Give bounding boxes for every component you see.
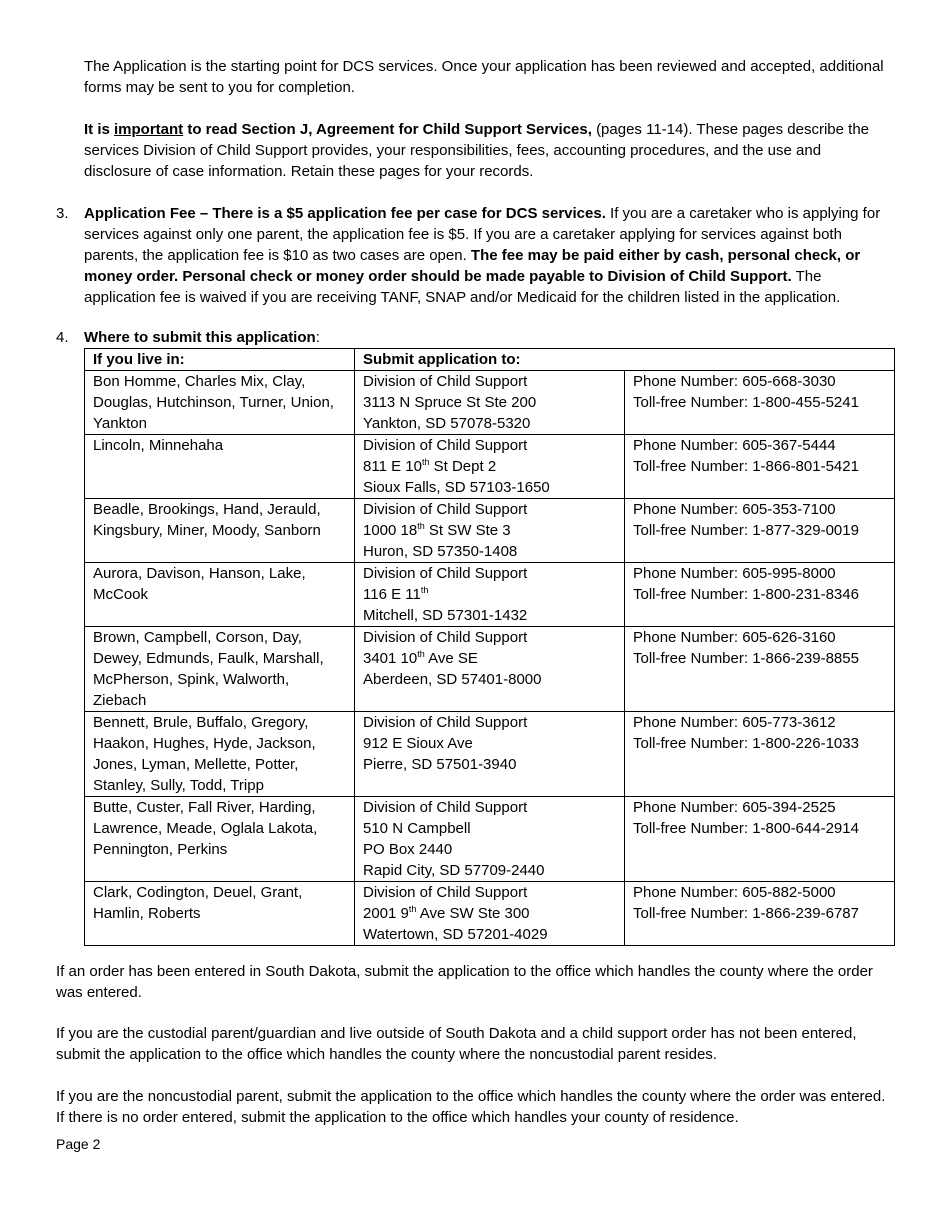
fee-bold-heading: Application Fee – There is a $5 application fee per case for DCS services. xyxy=(84,205,606,222)
office-name: Division of Child Support xyxy=(363,373,528,390)
header-county: If you live in: xyxy=(85,349,355,371)
street-ordinal: th xyxy=(417,521,425,531)
city-state-zip: Huron, SD 57350-1408 xyxy=(363,543,518,560)
phone-number: Phone Number: 605-995-8000 xyxy=(633,565,836,582)
street-post: Ave SE xyxy=(424,650,478,667)
phone-number: Phone Number: 605-394-2525 xyxy=(633,799,836,816)
intro-paragraph: The Application is the starting point for DCS services. Once your application has been reviewed and accepted, additional forms may be sent to you for completion. xyxy=(84,58,884,96)
table-row xyxy=(85,882,895,946)
county-line: Beadle, Brookings, Hand, Jerauld, xyxy=(93,501,321,518)
city-state-zip: Watertown, SD 57201-4029 xyxy=(363,926,548,943)
table-row xyxy=(85,563,895,627)
phone-number: Phone Number: 605-367-5444 xyxy=(633,437,836,454)
street-post: St Dept 2 xyxy=(429,458,497,475)
county-line: Butte, Custer, Fall River, Harding, xyxy=(93,799,316,816)
street-ordinal: th xyxy=(417,649,425,659)
county-cell xyxy=(85,435,355,499)
county-line: Ziebach xyxy=(93,692,147,709)
phone-cell xyxy=(625,627,895,712)
phone-cell xyxy=(625,712,895,797)
street-pre: 1000 18 xyxy=(363,522,418,539)
application-fee-paragraph xyxy=(84,203,884,308)
phone-number: Phone Number: 605-668-3030 xyxy=(633,373,836,390)
street-pre: 811 E 10 xyxy=(363,458,422,475)
phone-number: Phone Number: 605-626-3160 xyxy=(633,629,836,646)
phone-cell xyxy=(625,797,895,882)
county-line: Jones, Lyman, Mellette, Potter, xyxy=(93,756,299,773)
county-line: Bennett, Brule, Buffalo, Gregory, xyxy=(93,714,309,731)
office-name: Division of Child Support xyxy=(363,799,528,816)
county-line: Hamlin, Roberts xyxy=(93,905,201,922)
county-line: Lawrence, Meade, Oglala Lakota, xyxy=(93,820,318,837)
address-cell xyxy=(355,563,625,627)
county-cell xyxy=(85,499,355,563)
address-cell xyxy=(355,882,625,946)
street-address: 3113 N Spruce St Ste 200 xyxy=(363,394,537,411)
address-cell xyxy=(355,499,625,563)
table-row xyxy=(85,627,895,712)
phone-number: Phone Number: 605-773-3612 xyxy=(633,714,836,731)
important-underlined: important xyxy=(114,121,184,138)
table-row xyxy=(85,435,895,499)
county-line: Brown, Campbell, Corson, Day, xyxy=(93,629,302,646)
fee-waiver-text: The application fee is waived if you are receiving TANF, SNAP and/or Medicaid for the children listed in the application. xyxy=(84,268,841,306)
street-post: Ave SW Ste 300 xyxy=(416,905,530,922)
tollfree-number: Toll-free Number: 1-800-231-8346 xyxy=(633,586,859,603)
city-state-zip: Yankton, SD 57078-5320 xyxy=(363,415,531,432)
county-line: McCook xyxy=(93,586,149,603)
noncustodial-parent-paragraph: If you are the noncustodial parent, submit the application to the office which handles the county where the order was entered. If there is no order entered, submit the application to the office which handles your county of residence. xyxy=(56,1088,886,1126)
street-ordinal: th xyxy=(421,457,430,467)
street-address: 912 E Sioux Ave xyxy=(363,735,473,752)
county-line: Bon Homme, Charles Mix, Clay, xyxy=(93,373,306,390)
office-name: Division of Child Support xyxy=(363,501,528,518)
po-box: PO Box 2440 xyxy=(363,841,453,858)
section-j-bold-title: to read Section J, Agreement for Child Support Services, xyxy=(187,121,592,138)
county-cell xyxy=(85,712,355,797)
item-3-number: 3. xyxy=(56,205,69,222)
table-row xyxy=(85,371,895,435)
county-line: Yankton xyxy=(93,415,147,432)
street-address xyxy=(363,584,617,605)
city-state-zip: Rapid City, SD 57709-2440 xyxy=(363,862,545,879)
phone-cell xyxy=(625,435,895,499)
fee-explanation: If you are a caretaker who is applying for services against only one parent, the application fee is $5. If you are a caretaker applying for services against both parents, the application fee is $10 as two cases are open. xyxy=(84,205,881,264)
office-name: Division of Child Support xyxy=(363,714,528,731)
tollfree-number: Toll-free Number: 1-866-801-5421 xyxy=(633,458,859,475)
county-line: Douglas, Hutchinson, Turner, Union, xyxy=(93,394,334,411)
county-cell xyxy=(85,797,355,882)
county-line: Kingsbury, Miner, Moody, Sanborn xyxy=(93,522,321,539)
street-pre: 3401 10 xyxy=(363,650,418,667)
table-row xyxy=(85,712,895,797)
city-state-zip: Mitchell, SD 57301-1432 xyxy=(363,607,528,624)
tollfree-number: Toll-free Number: 1-800-226-1033 xyxy=(633,735,859,752)
address-cell xyxy=(355,435,625,499)
table-header-row xyxy=(85,349,895,371)
phone-cell xyxy=(625,371,895,435)
city-state-zip: Pierre, SD 57501-3940 xyxy=(363,756,517,773)
phone-number: Phone Number: 605-882-5000 xyxy=(633,884,836,901)
fee-payment-bold: The fee may be paid either by cash, personal check, or money order. Personal check or money order should be made payable to Division of Child Support. xyxy=(84,247,861,285)
phone-number: Phone Number: 605-353-7100 xyxy=(633,501,836,518)
street-address: 510 N Campbell xyxy=(363,820,471,837)
phone-cell xyxy=(625,499,895,563)
street-address xyxy=(363,903,617,924)
order-entered-paragraph: If an order has been entered in South Dakota, submit the application to the office which handles the county where the order was entered. xyxy=(56,963,873,1001)
table-row xyxy=(85,797,895,882)
section-j-description: (pages 11-14). These pages describe the services Division of Child Support provides, your responsibilities, fees, accounting procedures, and the use and disclosure of case information. Retain these pages for your records. xyxy=(84,121,870,180)
tollfree-number: Toll-free Number: 1-866-239-8855 xyxy=(633,650,859,667)
county-line: Pennington, Perkins xyxy=(93,841,228,858)
street-address xyxy=(363,520,617,541)
office-name: Division of Child Support xyxy=(363,629,528,646)
tollfree-number: Toll-free Number: 1-877-329-0019 xyxy=(633,522,859,539)
heading-colon: : xyxy=(315,329,320,346)
page-number: Page 2 xyxy=(56,1136,101,1152)
county-cell xyxy=(85,882,355,946)
office-name: Division of Child Support xyxy=(363,884,528,901)
county-line: McPherson, Spink, Walworth, xyxy=(93,671,290,688)
tollfree-number: Toll-free Number: 1-800-455-5241 xyxy=(633,394,859,411)
county-line: Haakon, Hughes, Hyde, Jackson, xyxy=(93,735,316,752)
office-table xyxy=(84,348,895,946)
tollfree-number: Toll-free Number: 1-800-644-2914 xyxy=(633,820,859,837)
county-line: Clark, Codington, Deuel, Grant, xyxy=(93,884,303,901)
street-post: St SW Ste 3 xyxy=(424,522,511,539)
item-4-number: 4. xyxy=(56,329,69,346)
phone-cell xyxy=(625,563,895,627)
county-cell xyxy=(85,371,355,435)
street-ordinal: th xyxy=(408,904,417,914)
county-line: Lincoln, Minnehaha xyxy=(93,437,224,454)
county-line: Dewey, Edmunds, Faulk, Marshall, xyxy=(93,650,324,667)
phone-cell xyxy=(625,882,895,946)
street-address xyxy=(363,648,617,669)
address-cell xyxy=(355,371,625,435)
header-submit: Submit application to: xyxy=(355,349,895,371)
county-line: Aurora, Davison, Hanson, Lake, xyxy=(93,565,306,582)
office-name: Division of Child Support xyxy=(363,437,528,454)
tollfree-number: Toll-free Number: 1-866-239-6787 xyxy=(633,905,859,922)
street-pre: 116 E 11 xyxy=(363,586,421,603)
street-ordinal: th xyxy=(420,585,429,595)
city-state-zip: Sioux Falls, SD 57103-1650 xyxy=(363,479,550,496)
city-state-zip: Aberdeen, SD 57401-8000 xyxy=(363,671,542,688)
address-cell xyxy=(355,797,625,882)
street-pre: 2001 9 xyxy=(363,905,409,922)
address-cell xyxy=(355,712,625,797)
where-to-submit-bold: Where to submit this application xyxy=(84,329,316,346)
office-name: Division of Child Support xyxy=(363,565,528,582)
county-cell xyxy=(85,563,355,627)
section-j-bold-lead: It is xyxy=(84,121,110,138)
section-j-paragraph xyxy=(84,119,884,182)
county-cell xyxy=(85,627,355,712)
county-line: Stanley, Sully, Todd, Tripp xyxy=(93,777,264,794)
street-address xyxy=(363,456,617,477)
where-to-submit-heading xyxy=(84,327,884,348)
table-row xyxy=(85,499,895,563)
address-cell xyxy=(355,627,625,712)
custodial-parent-paragraph: If you are the custodial parent/guardian and live outside of South Dakota and a child support order has not been entered, submit the application to the office which handles the county where the noncustodial parent resides. xyxy=(56,1025,857,1063)
